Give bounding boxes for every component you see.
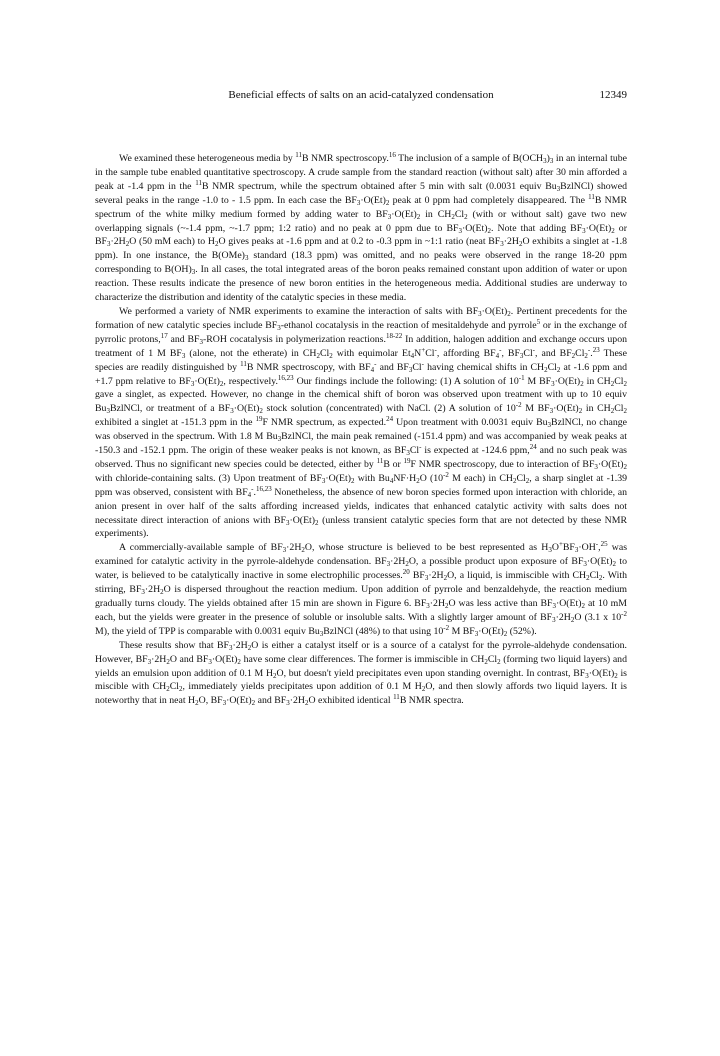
running-header xyxy=(95,89,627,105)
paragraph-conclusions: These results show that $BF_3\cdot 2H_2O$ is either a catalyst itself or is a source of a catalyst for the pyrrole-aldehyde condensation. However, $BF_3\cdot 2H_2O$ and $BF_3\cdot O(Et)_2$ have some clear differences. The former is immiscible in $CH_2Cl_2$ (forming two liquid layers) and yields an emulsion upon addition of 0.1 M $H_2O$, but doesn't yield precipitates even upon standing overnight. In contrast, $BF_3\cdot O(Et)_2$ is miscible with $CH_2Cl_2$, immediately yields precipitates upon addition of 0.1 M $H_2O$, and then slowly affords two liquid layers. It is noteworthy that in neat $H_2O$, $BF_3\cdot O(Et)_2$ and $BF_3\cdot 2H_2O$ exhibited identical $^{11}$B NMR spectra. xyxy=(95,639,628,708)
running-title: Beneficial effects of salts on an acid-catalyzed condensation xyxy=(228,89,494,101)
paragraph-bf3-dihydrate: A commercially-available sample of $BF_3\cdot 2H_2O$, whose structure is believed to be best represented as $H_3O^+BF_3\cdot OH^-,^{25}$ was examined for catalytic activity in the pyrrole-aldehyde condensation. $BF_3\cdot 2H_2O$, a possible product upon exposure of $BF_3\cdot O(Et)_2$ to water, is believed to be catalytically inactive in some electrophilic processes.$^{20}$ $BF_3\cdot 2H_2O$, a liquid, is immiscible with $CH_2Cl_2$. With stirring, $BF_3\cdot 2H_2O$ is dispersed throughout the reaction medium. Upon addition of pyrrole and benzaldehyde, the reaction medium gradually turns cloudy. The yields obtained after 15 min are shown in Figure 6. $BF_3\cdot 2H_2O$ was less active than $BF_3\cdot O(Et)_2$ at 10 mM each, but the yields were greater in the presence of soluble or insoluble salts. With a slightly larger amount of $BF_3\cdot 2H_2O$ (3.1 x $10^{-2}$ M), the yield of TPP is comparable with 0.0031 equiv $Bu_3BzlNCl$ (48%) to that using $10^{-2}$ M $BF_3\cdot O(Et)_2$ (52%). xyxy=(95,540,628,638)
body-text xyxy=(95,152,627,708)
paragraph-boron-nmr: We examined these heterogeneous media by $^{11}$B NMR spectroscopy.$^{16}$ The inclusion of a sample of $B(OCH_3)_3$ in an internal tube in the sample tube enabled quantitative spectroscopy. A crude sample from the standard reaction (without salt) after 30 min afforded a peak at -1.4 ppm in the $^{11}$B NMR spectrum, while the spectrum obtained after 5 min with salt (0.0031 equiv $Bu_3BzlNCl$) showed several peaks in the range -1.0 to - 1.5 ppm. In each case the $BF_3\cdot O(Et)_2$ peak at 0 ppm had completely disappeared. The $^{11}$B NMR spectrum of the white milky medium formed by adding water to $BF_3\cdot O(Et)_2$ in $CH_2Cl_2$ (with or without salt) gave two new overlapping signals (~-1.4 ppm, ~-1.7 ppm; 1:2 ratio) and no peak at 0 ppm due to $BF_3\cdot O(Et)_2$. Note that adding $BF_3\cdot O(Et)_2$ or $BF_3\cdot 2H_2O$ (50 mM each) to $H_2O$ gives peaks at -1.6 ppm and at 0.2 to -0.3 ppm in ~1:1 ratio (neat $BF_3\cdot 2H_2O$ exhibits a singlet at -1.8 ppm). In one instance, the $B(OMe)_3$ standard (18.3 ppm) was omitted, and no peaks were observed in the range 18-20 ppm corresponding to $B(OH)_3$. In all cases, the total integrated areas of the boron peaks remained constant upon addition of water or upon reaction. These results indicate the presence of new boron entities in the heterogeneous media. Additional studies are underway to characterize the distribution and identity of the catalytic species in these media. xyxy=(95,151,627,304)
paragraph-salt-interaction: We performed a variety of NMR experiments to examine the interaction of salts with $BF_3\cdot O(Et)_2$. Pertinent precedents for the formation of new catalytic species include $BF_3$-ethanol cocatalysis in the reaction of mesitaldehyde and pyrrole$^5$ or in the exchange of pyrrolic protons,$^{17}$ and $BF_3$-ROH cocatalysis in polymerization reactions.$^{18-22}$ In addition, halogen addition and exchange occurs upon treatment of 1 M $BF_3$ (alone, not the etherate) in $CH_2Cl_2$ with equimolar $Et_4N^+Cl^-$, affording $BF_4^-$, $BF_3Cl^-$, and $BF_2Cl_2^-.^{23}$ These species are readily distinguished by $^{11}$B NMR spectroscopy, with $BF_4^-$ and $BF_3Cl^-$ having chemical shifts in $CH_2Cl_2$ at -1.6 ppm and +1.7 ppm relative to $BF_3\cdot O(Et)_2$, respectively.$^{16,23}$ Our findings include the following: (1) A solution of $10^{-1}$ M $BF_3\cdot O(Et)_2$ in $CH_2Cl_2$ gave a singlet, as expected. However, no change in the chemical shift of boron was observed upon treatment with up to 10 equiv $Bu_3BzlNCl$, or treatment of a $BF_3\cdot O(Et)_2$ stock solution (concentrated) with NaCl. (2) A solution of $10^{-2}$ M $BF_3\cdot O(Et)_2$ in $CH_2Cl_2$ exhibited a singlet at -151.3 ppm in the $^{19}$F NMR spectrum, as expected.$^{24}$ Upon treatment with 0.0031 equiv $Bu_3BzlNCl$, no change was observed in the spectrum. With 1.8 M $Bu_3BzlNCl$, the main peak remained (-151.4 ppm) and was accompanied by weak peaks at -150.3 and -152.1 ppm. The origin of these weaker peaks is not known, as $BF_3Cl^-$ is expected at -124.6 ppm,$^{24}$ and no such peak was observed. Thus no significant new species could be detected, either by $^{11}$B or $^{19}$F NMR spectroscopy, due to interaction of $BF_3\cdot O(Et)_2$ with chloride-containing salts. (3) Upon treatment of $BF_3\cdot O(Et)_2$ with $Bu_4NF\cdot H_2O$ ($10^{-2}$ M each) in $CH_2Cl_2$, a sharp singlet at -1.39 ppm was observed, consistent with $BF_4^-.^{16,23}$ Nonetheless, the absence of new boron species formed upon interaction with chloride, an anion present in over half of the salts affording increased yields, indicates that enhanced catalytic activity with salts does not necessitate direct interaction of anions with $BF_3\cdot O(Et)_2$ (unless transient catalytic species form that are not detected by these NMR experiments). xyxy=(95,305,628,540)
page-number: 12349 xyxy=(599,89,627,101)
